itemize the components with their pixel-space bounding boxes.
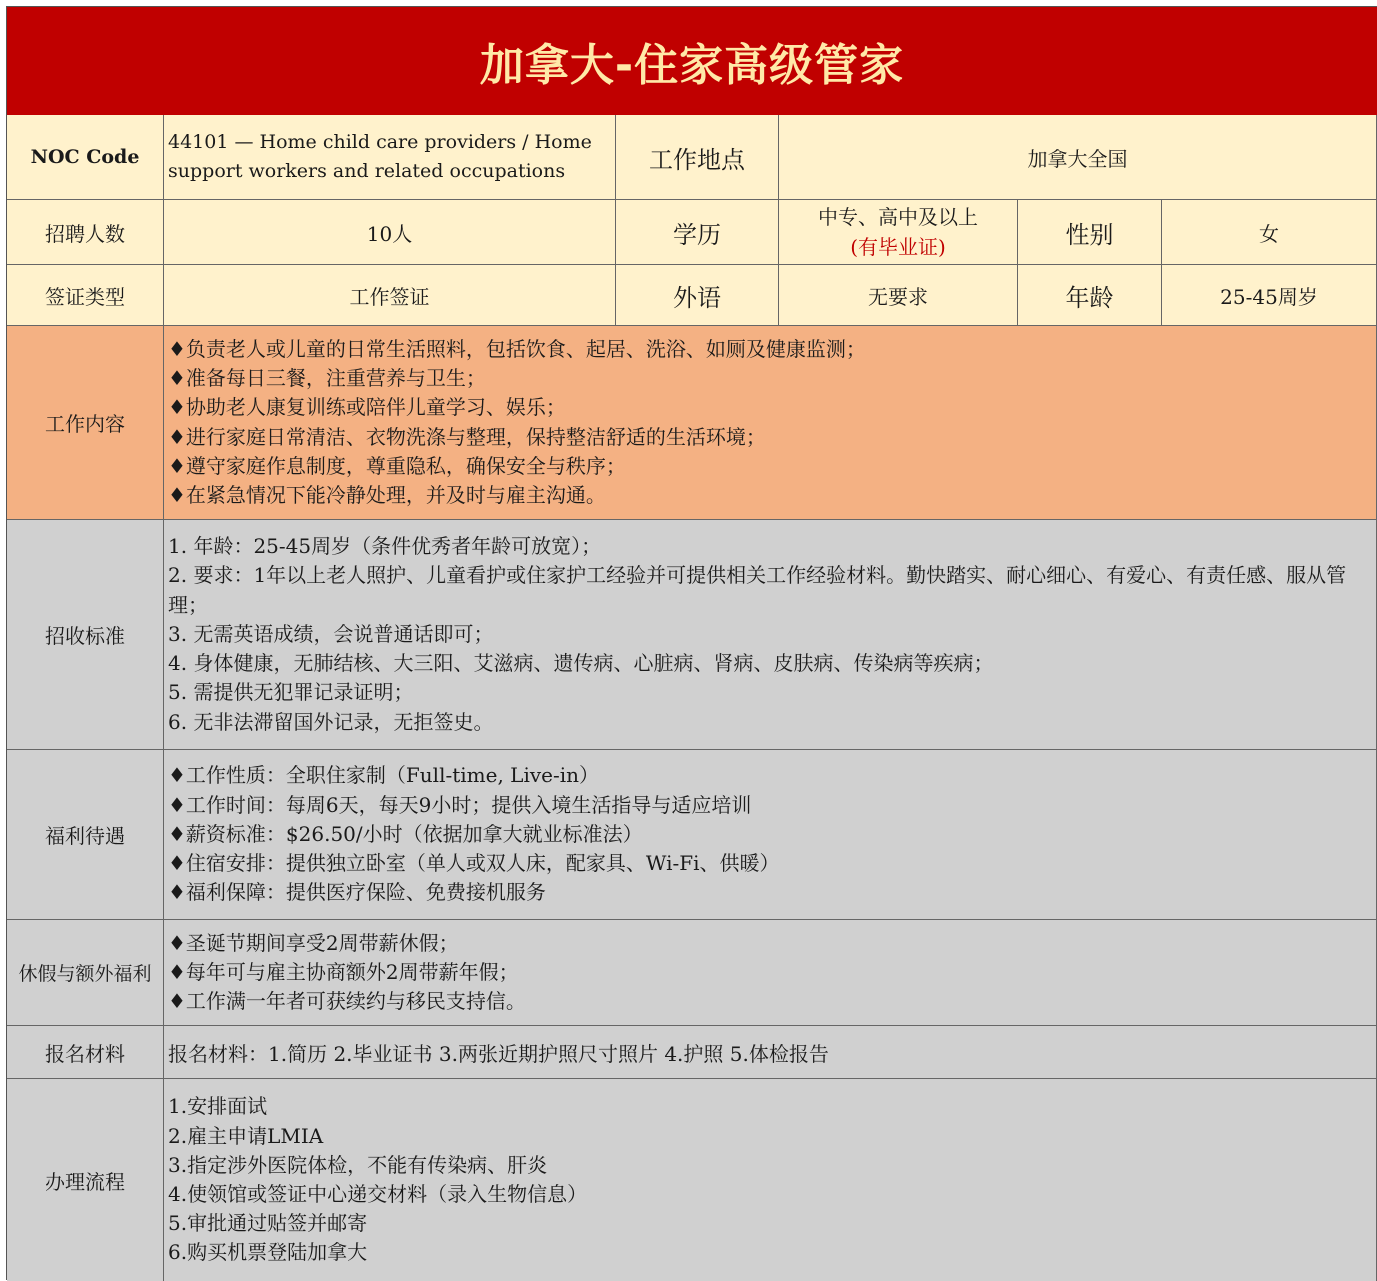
headcount-value: 10人 <box>164 200 616 265</box>
noc-line-1: 44101 — Home child care providers / Home <box>168 131 592 153</box>
language-value: 无要求 <box>779 265 1018 326</box>
criteria-item: 4. 身体健康，无肺结核、大三阳、艾滋病、遗传病、心脏病、肾病、皮肤病、传染病等疾病； <box>168 651 994 676</box>
noc-line-2: support workers and related occupations <box>168 160 566 182</box>
holiday-item: ♦每年可与雇主协商额外2周带薪年假； <box>168 959 519 984</box>
sheet-title: 加拿大-住家高级管家 <box>7 7 1377 116</box>
benefits-list <box>164 750 1377 920</box>
benefit-item: ♦工作时间：每周6天，每天9小时；提供入境生活指导与适应培训 <box>168 792 752 817</box>
headcount-label: 招聘人数 <box>7 200 164 265</box>
duty-item: ♦在紧急情况下能冷静处理，并及时与雇主沟通。 <box>168 482 606 507</box>
materials-label: 报名材料 <box>7 1026 164 1079</box>
age-label: 年龄 <box>1018 265 1162 326</box>
criteria-item: 3. 无需英语成绩，会说普通话即可； <box>168 621 494 646</box>
benefit-item: ♦薪资标准：$26.50/小时（依据加拿大就业标准法） <box>168 821 643 846</box>
location-value: 加拿大全国 <box>779 115 1377 200</box>
process-step: 4.使领馆或签证中心递交材料（录入生物信息） <box>168 1182 588 1206</box>
criteria-list <box>164 520 1377 750</box>
duty-item: ♦准备每日三餐，注重营养与卫生； <box>168 366 486 391</box>
duty-item: ♦遵守家庭作息制度，尊重隐私，确保安全与秩序； <box>168 453 626 478</box>
gender-value: 女 <box>1162 200 1377 265</box>
holiday-item: ♦圣诞节期间享受2周带薪休假； <box>168 930 459 955</box>
duty-item: ♦进行家庭日常清洁、衣物洗涤与整理，保持整洁舒适的生活环境； <box>168 424 766 449</box>
benefit-item: ♦工作性质：全职住家制（Full-time, Live-in） <box>168 763 600 788</box>
language-label: 外语 <box>616 265 779 326</box>
age-value: 25-45周岁 <box>1162 265 1377 326</box>
education-level: 中专、高中及以上 <box>818 205 978 229</box>
noc-value <box>164 115 616 200</box>
criteria-label: 招收标准 <box>7 520 164 750</box>
process-label: 办理流程 <box>7 1079 164 1281</box>
holiday-item: ♦工作满一年者可获续约与移民支持信。 <box>168 989 526 1014</box>
duties-list <box>164 326 1377 520</box>
education-value <box>779 200 1018 265</box>
visa-value: 工作签证 <box>164 265 616 326</box>
process-step: 2.雇主申请LMIA <box>168 1123 324 1148</box>
gender-label: 性别 <box>1018 200 1162 265</box>
process-step: 1.安排面试 <box>168 1094 268 1119</box>
job-sheet <box>6 6 1377 1280</box>
visa-label: 签证类型 <box>7 265 164 326</box>
location-label: 工作地点 <box>616 115 779 200</box>
criteria-item: 1. 年龄：25-45周岁（条件优秀者年龄可放宽）； <box>168 534 602 559</box>
benefit-item: ♦住宿安排：提供独立卧室（单人或双人床，配家具、Wi-Fi、供暖） <box>168 851 780 876</box>
criteria-item: 5. 需提供无犯罪记录证明； <box>168 680 414 705</box>
holiday-label: 休假与额外福利 <box>7 920 164 1026</box>
duty-item: ♦负责老人或儿童的日常生活照料，包括饮食、起居、洗浴、如厕及健康监测； <box>168 336 866 361</box>
holiday-list <box>164 920 1377 1026</box>
process-step: 5.审批通过贴签并邮寄 <box>168 1211 368 1236</box>
criteria-item: 2. 要求：1年以上老人照护、儿童看护或住家护工经验并可提供相关工作经验材料。勤快踏实、耐心细心、有爱心、有责任感、服从管理； <box>168 563 1347 617</box>
duties-label: 工作内容 <box>7 326 164 520</box>
materials-value: 报名材料：1.简历 2.毕业证书 3.两张近期护照尺寸照片 4.护照 5.体检报告 <box>164 1026 1377 1079</box>
process-step: 6.购买机票登陆加拿大 <box>168 1240 368 1265</box>
education-label: 学历 <box>616 200 779 265</box>
noc-label: NOC Code <box>7 115 164 200</box>
benefits-label: 福利待遇 <box>7 750 164 920</box>
benefit-item: ♦福利保障：提供医疗保险、免费接机服务 <box>168 880 546 905</box>
duty-item: ♦协助老人康复训练或陪伴儿童学习、娱乐； <box>168 395 566 420</box>
criteria-item: 6. 无非法滞留国外记录，无拒签史。 <box>168 709 494 734</box>
process-list <box>164 1079 1377 1281</box>
process-step: 3.指定涉外医院体检，不能有传染病、肝炎 <box>168 1152 548 1177</box>
education-note: (有毕业证) <box>850 235 946 259</box>
